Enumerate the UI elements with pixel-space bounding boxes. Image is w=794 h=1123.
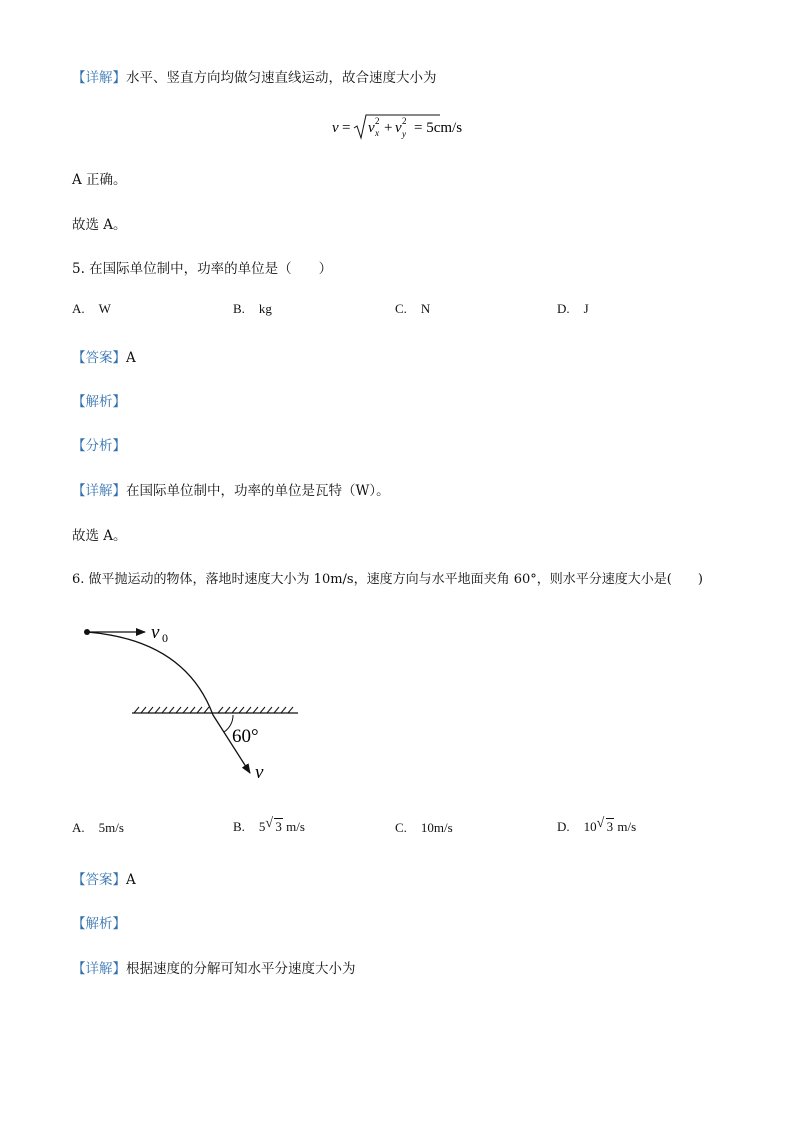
formula-sup-b: 2 <box>402 116 407 126</box>
option-unit: m/s <box>614 819 637 834</box>
q6-option-c <box>395 820 453 836</box>
q4-detail-line <box>72 66 437 86</box>
q6-detail-line <box>72 957 356 977</box>
formula-sub-b: y <box>402 129 406 139</box>
formula-eq: = <box>342 120 351 136</box>
option-label: C. <box>395 820 407 835</box>
option-label: C. <box>395 301 407 316</box>
ground-hatch <box>134 707 293 713</box>
formula-sub-a: x <box>375 128 379 138</box>
q5-stem: 5. 在国际单位制中，功率的单位是（ ） <box>72 261 333 277</box>
q5-fenxi-label: 【分析】 <box>72 438 126 454</box>
q4-detail-text: 水平、竖直方向均做匀速直线运动，故合速度大小为 <box>126 70 437 86</box>
option-label: A. <box>72 820 85 835</box>
q4-conclusion: A 正确。 <box>72 172 127 188</box>
v0-label: v <box>151 622 160 643</box>
option-text: N <box>420 301 431 316</box>
q5-option-b <box>233 301 272 317</box>
formula-result: = 5cm/s <box>414 120 463 136</box>
option-coef: 5 <box>258 819 266 834</box>
q5-choice: 故选 A。 <box>72 528 127 544</box>
q6-option-d <box>557 818 636 835</box>
q5-answer-label: 【答案】 <box>72 350 126 366</box>
q6-option-a <box>72 820 124 836</box>
option-text: 10m/s <box>420 820 453 835</box>
sqrt-radicand <box>596 816 615 835</box>
v0-subscript: 0 <box>162 631 168 645</box>
q6-answer: A <box>126 872 136 888</box>
formula-va: v <box>368 120 375 136</box>
trajectory-curve <box>87 632 213 715</box>
formula-sup-a: 2 <box>375 116 380 126</box>
q5-detail-text: 在国际单位制中，功率的单位是瓦特（W）。 <box>126 483 390 499</box>
v-label: v <box>255 762 264 783</box>
q5-option-d <box>557 301 589 317</box>
q6-answer-line <box>72 868 136 888</box>
projectile-figure <box>80 618 310 788</box>
option-text: W <box>98 301 111 316</box>
sqrt-icon: √ <box>596 816 605 831</box>
q5-answer-line <box>72 346 136 366</box>
q5-option-c <box>395 301 430 317</box>
q5-option-a <box>72 301 111 317</box>
angle-label: 60° <box>232 726 259 747</box>
q6-detail-text: 根据速度的分解可知水平分速度大小为 <box>126 961 356 977</box>
formula-plus: + <box>384 120 393 136</box>
q5-detail-label: 【详解】 <box>72 483 126 499</box>
q6-option-b <box>233 818 305 835</box>
option-unit: m/s <box>282 819 305 834</box>
option-label: B. <box>233 819 245 834</box>
sqrt-radicand <box>265 816 283 835</box>
option-label: D. <box>557 301 570 316</box>
option-text: 5m/s <box>98 820 124 835</box>
q5-analysis-label: 【解析】 <box>72 394 126 410</box>
option-text: J <box>583 301 589 316</box>
option-text: kg <box>258 301 272 316</box>
formula-vb: v <box>395 120 402 136</box>
formula-lhs: v <box>332 120 339 136</box>
option-label: B. <box>233 301 245 316</box>
q6-stem: 6. 做平抛运动的物体，落地时速度大小为 10m/s，速度方向与水平地面夹角 60°，则水平分速度大小是( ) <box>72 572 703 587</box>
q5-detail-line <box>72 479 390 499</box>
q6-answer-label: 【答案】 <box>72 872 126 888</box>
option-label: A. <box>72 301 85 316</box>
q6-detail-label: 【详解】 <box>72 961 126 977</box>
root-value: 3 <box>606 819 614 834</box>
option-label: D. <box>557 819 570 834</box>
sqrt-icon: √ <box>265 816 274 831</box>
velocity-formula <box>330 113 480 143</box>
option-coef: 10 <box>583 819 597 834</box>
q4-choice: 故选 A。 <box>72 217 127 233</box>
q4-detail-label: 【详解】 <box>72 70 126 86</box>
q5-answer: A <box>126 350 136 366</box>
q6-analysis-label: 【解析】 <box>72 916 126 932</box>
root-value: 3 <box>275 819 282 834</box>
